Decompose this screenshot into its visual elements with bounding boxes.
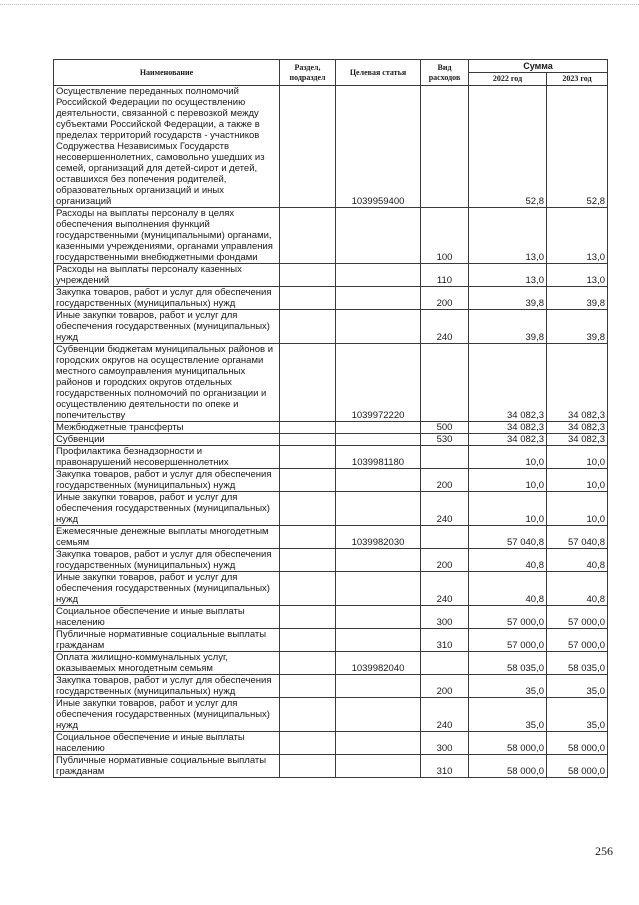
table-row	[54, 208, 608, 264]
table-row	[54, 492, 608, 526]
table-row	[54, 606, 608, 629]
table-row	[54, 549, 608, 572]
table-header	[54, 60, 608, 86]
row-section	[280, 434, 336, 446]
table-row	[54, 422, 608, 434]
budget-table	[53, 59, 608, 778]
header-type: Вид расходов	[421, 60, 469, 86]
row-amount-2023: 13,0	[547, 208, 608, 264]
row-section	[280, 732, 336, 755]
row-amount-2022: 57 040,8	[469, 526, 547, 549]
row-amount-2022: 35,0	[469, 675, 547, 698]
row-section	[280, 549, 336, 572]
header-year-2023: 2023 год	[547, 73, 608, 86]
row-section	[280, 446, 336, 469]
row-type: 240	[421, 572, 469, 606]
row-amount-2023: 58 000,0	[547, 732, 608, 755]
row-type: 240	[421, 310, 469, 344]
page-number: 256	[595, 844, 613, 858]
row-target	[336, 629, 421, 652]
row-type: 310	[421, 629, 469, 652]
row-target: 1039981180	[336, 446, 421, 469]
row-name: Ежемесячные денежные выплаты многодетным семьям	[54, 526, 280, 549]
row-amount-2023: 34 082,3	[547, 344, 608, 422]
row-amount-2023: 52,8	[547, 86, 608, 208]
row-target	[336, 549, 421, 572]
row-target	[336, 422, 421, 434]
row-amount-2023: 39,8	[547, 287, 608, 310]
row-target	[336, 310, 421, 344]
row-amount-2022: 13,0	[469, 264, 547, 287]
row-amount-2023: 57 000,0	[547, 629, 608, 652]
row-section	[280, 652, 336, 675]
row-target	[336, 572, 421, 606]
row-amount-2022: 10,0	[469, 492, 547, 526]
row-amount-2022: 35,0	[469, 698, 547, 732]
row-name: Закупка товаров, работ и услуг для обеспечения государственных (муниципальных) нужд	[54, 287, 280, 310]
row-amount-2023: 10,0	[547, 446, 608, 469]
table-row	[54, 469, 608, 492]
row-amount-2022: 10,0	[469, 446, 547, 469]
row-name: Иные закупки товаров, работ и услуг для обеспечения государственных (муниципальных) нужд	[54, 310, 280, 344]
row-amount-2023: 35,0	[547, 698, 608, 732]
row-section	[280, 310, 336, 344]
row-amount-2022: 52,8	[469, 86, 547, 208]
row-amount-2023: 58 000,0	[547, 755, 608, 778]
table-row	[54, 698, 608, 732]
row-amount-2023: 39,8	[547, 310, 608, 344]
row-target	[336, 264, 421, 287]
row-amount-2022: 58 000,0	[469, 732, 547, 755]
row-amount-2022: 40,8	[469, 572, 547, 606]
row-name: Иные закупки товаров, работ и услуг для обеспечения государственных (муниципальных) нужд	[54, 572, 280, 606]
row-target	[336, 287, 421, 310]
row-name: Межбюджетные трансферты	[54, 422, 280, 434]
row-name: Закупка товаров, работ и услуг для обеспечения государственных (муниципальных) нужд	[54, 469, 280, 492]
row-type: 300	[421, 732, 469, 755]
row-amount-2022: 34 082,3	[469, 422, 547, 434]
row-type	[421, 344, 469, 422]
table-row	[54, 675, 608, 698]
row-name: Осуществление переданных полномочий Российской Федерации по осуществлению деятельности, связанной с перевозкой между субъектами Российской Федерации, а также в пределах территорий государств - участников Содружества Независимых Государств несовершеннолетних, самовольно ушедших из семей, организаций для детей-сирот и детей, оставшихся без попечения родителей, образовательных организаций и иных организаций	[54, 86, 280, 208]
row-type	[421, 526, 469, 549]
row-name: Закупка товаров, работ и услуг для обеспечения государственных (муниципальных) нужд	[54, 675, 280, 698]
row-target	[336, 606, 421, 629]
row-type	[421, 652, 469, 675]
header-year-2022: 2022 год	[469, 73, 547, 86]
row-amount-2023: 40,8	[547, 549, 608, 572]
row-section	[280, 572, 336, 606]
row-type: 100	[421, 208, 469, 264]
table-row	[54, 652, 608, 675]
row-amount-2023: 34 082,3	[547, 434, 608, 446]
row-type: 240	[421, 698, 469, 732]
row-type: 240	[421, 492, 469, 526]
row-amount-2023: 13,0	[547, 264, 608, 287]
header-target: Целевая статья	[336, 60, 421, 86]
row-type: 200	[421, 287, 469, 310]
table-row	[54, 310, 608, 344]
row-target	[336, 732, 421, 755]
row-amount-2022: 39,8	[469, 287, 547, 310]
row-amount-2022: 40,8	[469, 549, 547, 572]
row-target: 1039959400	[336, 86, 421, 208]
header-name: Наименование	[54, 60, 280, 86]
row-name: Публичные нормативные социальные выплаты гражданам	[54, 755, 280, 778]
row-name: Субвенции бюджетам муниципальных районов и городских округов на осуществление органами местного самоуправления муниципальных районов и городских округов отдельных государственных полномочий по организации и осуществлению деятельности по опеке и попечительству	[54, 344, 280, 422]
top-border-line	[0, 4, 639, 5]
row-section	[280, 698, 336, 732]
row-amount-2023: 10,0	[547, 492, 608, 526]
row-type: 310	[421, 755, 469, 778]
row-amount-2022: 39,8	[469, 310, 547, 344]
row-name: Оплата жилищно-коммунальных услуг, оказываемых многодетным семьям	[54, 652, 280, 675]
row-type	[421, 86, 469, 208]
table-row	[54, 86, 608, 208]
row-amount-2023: 40,8	[547, 572, 608, 606]
row-section	[280, 422, 336, 434]
row-name: Расходы на выплаты персоналу казенных учреждений	[54, 264, 280, 287]
table-row	[54, 572, 608, 606]
row-type: 200	[421, 469, 469, 492]
row-target: 1039982030	[336, 526, 421, 549]
row-type	[421, 446, 469, 469]
row-target	[336, 469, 421, 492]
row-type: 530	[421, 434, 469, 446]
row-name: Иные закупки товаров, работ и услуг для обеспечения государственных (муниципальных) нужд	[54, 698, 280, 732]
row-section	[280, 208, 336, 264]
row-target	[336, 434, 421, 446]
row-type: 200	[421, 675, 469, 698]
row-section	[280, 264, 336, 287]
row-amount-2023: 35,0	[547, 675, 608, 698]
header-sum: Сумма	[469, 60, 608, 73]
row-section	[280, 675, 336, 698]
row-type: 500	[421, 422, 469, 434]
row-target: 1039972220	[336, 344, 421, 422]
table-row	[54, 526, 608, 549]
row-section	[280, 86, 336, 208]
row-name: Субвенции	[54, 434, 280, 446]
row-name: Профилактика безнадзорности и правонарушений несовершеннолетних	[54, 446, 280, 469]
row-section	[280, 755, 336, 778]
row-type: 110	[421, 264, 469, 287]
row-target: 1039982040	[336, 652, 421, 675]
row-amount-2023: 58 035,0	[547, 652, 608, 675]
row-target	[336, 675, 421, 698]
table-row	[54, 264, 608, 287]
row-target	[336, 698, 421, 732]
row-target	[336, 492, 421, 526]
row-amount-2022: 58 035,0	[469, 652, 547, 675]
row-amount-2022: 34 082,3	[469, 434, 547, 446]
row-section	[280, 492, 336, 526]
row-amount-2023: 57 040,8	[547, 526, 608, 549]
row-amount-2022: 57 000,0	[469, 606, 547, 629]
table-body	[54, 86, 608, 778]
row-amount-2023: 10,0	[547, 469, 608, 492]
row-section	[280, 629, 336, 652]
table-row	[54, 755, 608, 778]
row-section	[280, 287, 336, 310]
row-name: Публичные нормативные социальные выплаты гражданам	[54, 629, 280, 652]
row-target	[336, 755, 421, 778]
row-section	[280, 526, 336, 549]
table-row	[54, 344, 608, 422]
table-row	[54, 446, 608, 469]
table-row	[54, 629, 608, 652]
row-type: 200	[421, 549, 469, 572]
row-amount-2022: 58 000,0	[469, 755, 547, 778]
row-name: Иные закупки товаров, работ и услуг для обеспечения государственных (муниципальных) нужд	[54, 492, 280, 526]
row-target	[336, 208, 421, 264]
row-amount-2022: 10,0	[469, 469, 547, 492]
table-row	[54, 732, 608, 755]
row-amount-2022: 57 000,0	[469, 629, 547, 652]
row-name: Социальное обеспечение и иные выплаты населению	[54, 732, 280, 755]
row-name: Социальное обеспечение и иные выплаты населению	[54, 606, 280, 629]
row-amount-2023: 57 000,0	[547, 606, 608, 629]
table-row	[54, 287, 608, 310]
row-amount-2023: 34 082,3	[547, 422, 608, 434]
row-section	[280, 606, 336, 629]
row-amount-2022: 34 082,3	[469, 344, 547, 422]
row-section	[280, 344, 336, 422]
row-type: 300	[421, 606, 469, 629]
row-name: Закупка товаров, работ и услуг для обеспечения государственных (муниципальных) нужд	[54, 549, 280, 572]
row-section	[280, 469, 336, 492]
row-amount-2022: 13,0	[469, 208, 547, 264]
table-row	[54, 434, 608, 446]
header-section: Раздел, подраздел	[280, 60, 336, 86]
row-name: Расходы на выплаты персоналу в целях обеспечения выполнения функций государственными (муниципальными) органами, казенными учреждениями, органами управления государственными внебюджетными фондами	[54, 208, 280, 264]
